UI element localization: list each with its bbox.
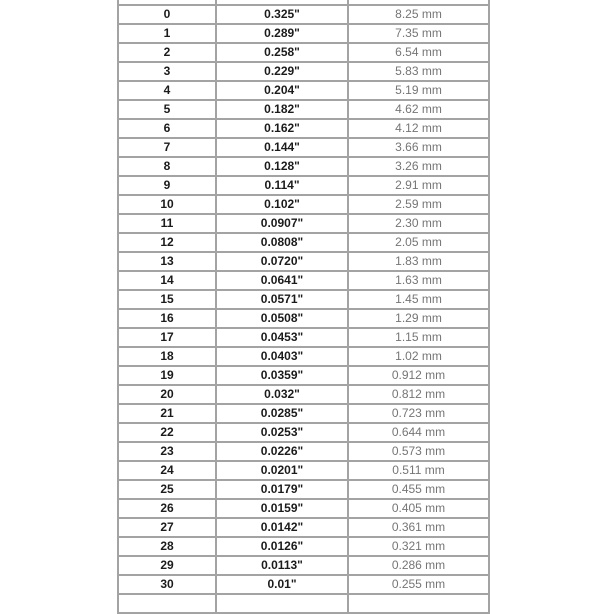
inches-cell: 0.0113" — [216, 556, 348, 575]
table-row — [118, 537, 489, 556]
gauge-cell: 10 — [118, 195, 216, 214]
inches-cell: 0.0808" — [216, 233, 348, 252]
table-row-partial — [118, 594, 489, 613]
gauge-cell: 15 — [118, 290, 216, 309]
inches-cell: 0.144" — [216, 138, 348, 157]
gauge-cell: 12 — [118, 233, 216, 252]
inches-cell: 0.0126" — [216, 537, 348, 556]
inches-cell: 0.162" — [216, 119, 348, 138]
table-row — [118, 366, 489, 385]
inches-cell: 0.0142" — [216, 518, 348, 537]
inches-cell: 0.325" — [216, 5, 348, 24]
gauge-cell: 4 — [118, 81, 216, 100]
inches-cell: 0.0403" — [216, 347, 348, 366]
mm-cell: 5.83 mm — [348, 62, 489, 81]
gauge-cell: 23 — [118, 442, 216, 461]
table-row — [118, 575, 489, 594]
table-row — [118, 252, 489, 271]
table-row — [118, 233, 489, 252]
inches-cell — [216, 594, 348, 613]
mm-cell: 0.321 mm — [348, 537, 489, 556]
mm-cell: 2.30 mm — [348, 214, 489, 233]
mm-cell: 0.573 mm — [348, 442, 489, 461]
inches-cell: 0.182" — [216, 100, 348, 119]
inches-cell: 0.229" — [216, 62, 348, 81]
inches-cell: 0.102" — [216, 195, 348, 214]
wire-gauge-conversion-table — [117, 0, 490, 614]
mm-cell: 1.45 mm — [348, 290, 489, 309]
mm-cell: 6.54 mm — [348, 43, 489, 62]
inches-cell: 0.0907" — [216, 214, 348, 233]
table-row — [118, 556, 489, 575]
table-row — [118, 195, 489, 214]
inches-cell: 0.114" — [216, 176, 348, 195]
gauge-cell: 21 — [118, 404, 216, 423]
table-row — [118, 62, 489, 81]
mm-cell: 0.644 mm — [348, 423, 489, 442]
table-row — [118, 290, 489, 309]
gauge-cell: 24 — [118, 461, 216, 480]
gauge-cell: 28 — [118, 537, 216, 556]
table-row — [118, 119, 489, 138]
inches-cell: 0.0453" — [216, 328, 348, 347]
gauge-cell: 9 — [118, 176, 216, 195]
gauge-cell: 20 — [118, 385, 216, 404]
gauge-cell: 26 — [118, 499, 216, 518]
inches-cell: 0.0201" — [216, 461, 348, 480]
table-row — [118, 43, 489, 62]
gauge-cell: 8 — [118, 157, 216, 176]
table-row — [118, 499, 489, 518]
table-row — [118, 176, 489, 195]
inches-cell: 0.289" — [216, 24, 348, 43]
gauge-cell: 0 — [118, 5, 216, 24]
inches-cell: 0.0508" — [216, 309, 348, 328]
inches-cell: 0.032" — [216, 385, 348, 404]
inches-cell: 0.0285" — [216, 404, 348, 423]
table-row — [118, 100, 489, 119]
table-row — [118, 138, 489, 157]
inches-cell: 0.0253" — [216, 423, 348, 442]
mm-cell: 0.455 mm — [348, 480, 489, 499]
inches-cell: 0.0571" — [216, 290, 348, 309]
mm-cell: 3.66 mm — [348, 138, 489, 157]
table-body — [118, 0, 489, 613]
table-row — [118, 404, 489, 423]
mm-cell: 0.405 mm — [348, 499, 489, 518]
mm-cell: 4.62 mm — [348, 100, 489, 119]
gauge-cell: 13 — [118, 252, 216, 271]
gauge-cell: 25 — [118, 480, 216, 499]
mm-cell: 2.05 mm — [348, 233, 489, 252]
table-row — [118, 518, 489, 537]
table-row — [118, 480, 489, 499]
mm-cell: 0.912 mm — [348, 366, 489, 385]
mm-cell: 1.83 mm — [348, 252, 489, 271]
mm-cell: 1.63 mm — [348, 271, 489, 290]
mm-cell: 8.25 mm — [348, 5, 489, 24]
inches-cell: 0.0359" — [216, 366, 348, 385]
table-row — [118, 5, 489, 24]
inches-cell: 0.128" — [216, 157, 348, 176]
gauge-cell: 6 — [118, 119, 216, 138]
gauge-cell — [118, 594, 216, 613]
gauge-cell: 19 — [118, 366, 216, 385]
mm-cell: 1.02 mm — [348, 347, 489, 366]
mm-cell: 7.35 mm — [348, 24, 489, 43]
inches-cell: 0.204" — [216, 81, 348, 100]
mm-cell: 2.91 mm — [348, 176, 489, 195]
gauge-cell: 29 — [118, 556, 216, 575]
mm-cell: 1.29 mm — [348, 309, 489, 328]
table-row — [118, 385, 489, 404]
mm-cell: 0.511 mm — [348, 461, 489, 480]
table-row — [118, 423, 489, 442]
inches-cell: 0.0641" — [216, 271, 348, 290]
mm-cell: 4.12 mm — [348, 119, 489, 138]
table-row — [118, 214, 489, 233]
inches-cell: 0.0179" — [216, 480, 348, 499]
gauge-cell: 1 — [118, 24, 216, 43]
mm-cell: 1.15 mm — [348, 328, 489, 347]
mm-cell: 5.19 mm — [348, 81, 489, 100]
mm-cell: 0.361 mm — [348, 518, 489, 537]
mm-cell: 0.286 mm — [348, 556, 489, 575]
table-row — [118, 442, 489, 461]
table-row — [118, 271, 489, 290]
table-row — [118, 461, 489, 480]
mm-cell: 3.26 mm — [348, 157, 489, 176]
table-row — [118, 347, 489, 366]
gauge-cell: 7 — [118, 138, 216, 157]
gauge-cell: 16 — [118, 309, 216, 328]
inches-cell: 0.0720" — [216, 252, 348, 271]
mm-cell: 0.812 mm — [348, 385, 489, 404]
table-row — [118, 157, 489, 176]
inches-cell: 0.0159" — [216, 499, 348, 518]
gauge-cell: 18 — [118, 347, 216, 366]
gauge-cell: 11 — [118, 214, 216, 233]
mm-cell — [348, 594, 489, 613]
inches-cell: 0.0226" — [216, 442, 348, 461]
gauge-cell: 30 — [118, 575, 216, 594]
mm-cell: 0.723 mm — [348, 404, 489, 423]
gauge-cell: 5 — [118, 100, 216, 119]
inches-cell: 0.01" — [216, 575, 348, 594]
gauge-cell: 27 — [118, 518, 216, 537]
gauge-cell: 14 — [118, 271, 216, 290]
mm-cell: 2.59 mm — [348, 195, 489, 214]
mm-cell: 0.255 mm — [348, 575, 489, 594]
gauge-cell: 17 — [118, 328, 216, 347]
table-row — [118, 81, 489, 100]
gauge-cell: 3 — [118, 62, 216, 81]
gauge-cell: 22 — [118, 423, 216, 442]
inches-cell: 0.258" — [216, 43, 348, 62]
table-row — [118, 24, 489, 43]
gauge-cell: 2 — [118, 43, 216, 62]
table-row — [118, 309, 489, 328]
table-row — [118, 328, 489, 347]
